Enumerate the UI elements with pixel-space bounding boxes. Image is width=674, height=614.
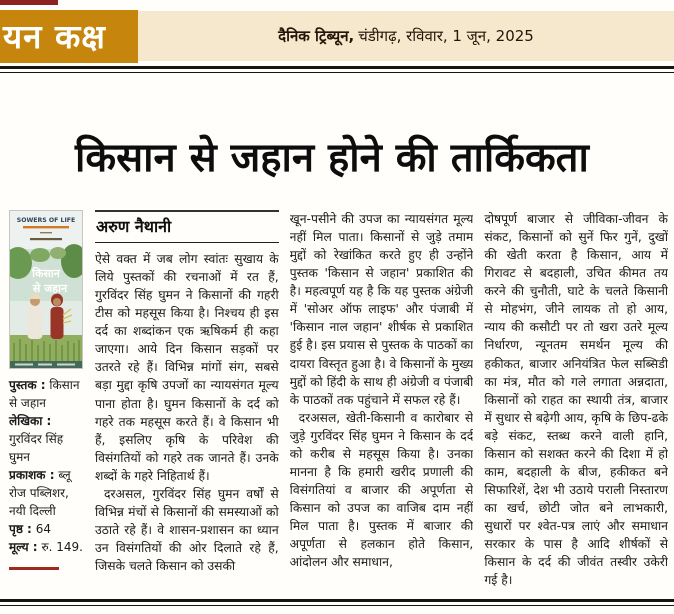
paragraph: दोषपूर्ण बाजार से जीविका-जीवन के संकट, किसानों को सुनें फिर गुनें, दुखों की खेती करता है किसान, आय में गिरावट से बदहाली, उचित कीमत तय करने की चुनौती, घाटे के चलते किसानी से मोहभंग, जीने लायक तो हो आय, न्याय की कसौटी पर तो खरा उतरे मूल्य निर्धारण, न्यूनतम समर्थन मूल्य की हकीकत, बाजार अनियंत्रित फेल सब्सिडी का मंत्र, मौत को गले लगाता अन्नदाता, किसानों को राहत का स्थायी तंत्र, बाजार में सुधार से बढ़ेगी आय, कृषि के छिप-ढके बड़े संकट, स्तब्ध करने वाली हानि, किसान को सशक्त करने की दिशा में हो काम, बदहाली के बीज, हकीकत बने सिफारिशें, देश भी उठाये पराली निस्तारण का खर्च, छोटी जोत बने लाभकारी, सुधारों पर श्वेत-पत्र लाएं और समाधान सरकार के पास है आदि शीर्षकों से किसान के दर्द की जीवंत तस्वीर उकेरी गई है। — [484, 212, 669, 588]
header-divider — [0, 66, 674, 73]
book-detail-publisher: प्रकाशक : ब्लू रोज पब्लिशर, नयी दिल्ली — [9, 468, 71, 518]
book-panel-divider — [9, 567, 59, 570]
article-body — [6, 210, 668, 596]
bottom-border — [0, 599, 674, 606]
section-banner — [0, 10, 138, 63]
author-byline: अरुण नैथानी — [95, 210, 279, 243]
page-header — [0, 10, 674, 63]
edition-info: चंडीगढ़, रविवार, 1 जून, 2025 — [358, 27, 534, 45]
cover-subtitle-line — [23, 226, 69, 228]
cover-english-title: SOWERS OF LIFE — [16, 217, 76, 224]
section-banner-label: यन कक्ष — [3, 17, 106, 56]
book-details-list — [9, 376, 84, 556]
cover-hindi-title-line1: किसान — [32, 267, 60, 280]
cover-author-line — [30, 238, 62, 240]
article-headline: किसान से जहान होने की तार्किकता — [75, 135, 589, 181]
book-detail-pages: पृष्ठ : 64 — [9, 522, 51, 536]
text-column-1 — [95, 210, 279, 596]
book-info-panel — [6, 210, 84, 596]
text-column-3 — [484, 210, 668, 596]
book-cover-image — [9, 210, 83, 369]
top-accent-bar — [0, 0, 58, 5]
paragraph: ऐसे वक्त में जब लोग स्वांतः सुखाय के लिये पुस्तकों की रचनाओं में रत हैं, गुरविंदर सिंह घुमन ने किसानों की गहरी टीस को महसूस किया है। निश्चय ही इस दर्द का शब्दांकन एक ऋषिकर्म ही कहा जाएगा। आये दिन किसान सड़कों पर उतरते रहे हैं। विभिन्न मांगों संग, सबसे बड़ा मुद्दा कृषि उपजों का न्यायसंगत मूल्य पाना होता है। घुमन किसानों के दर्द को गहरे तक महसूस करते हैं। वे किसान भी हैं, इसलिए कृषि के परिवेश की विसंगतियों को गहरे तक जानते हैं। उनके शब्दों के गहरे निहितार्थ हैं। — [95, 252, 279, 483]
book-detail-title: पुस्तक : किसान से जहान — [9, 378, 80, 410]
masthead — [138, 11, 674, 61]
paragraph: दरअसल, गुरविंदर सिंह घुमन वर्षों से विभिन्न मंचों से किसानों की समस्याओं को उठाते रहे हैं। वे शासन-प्रशासन का ध्यान उन विसंगतियों की ओर दिलाते रहे हैं, जिसके चलते किसान को उसकी — [95, 486, 279, 574]
text-column-2 — [290, 210, 474, 596]
cover-hindi-title-line2: से जहान — [32, 282, 68, 295]
paragraph: खून-पसीने की उपज का न्यायसंगत मूल्य नहीं मिल पाता। किसानों से जुड़े तमाम मुद्दों को रेखांकित करते हुए ही उन्होंने पुस्तक 'किसान से जहान' प्रकाशित की है। महत्वपूर्ण यह है कि यह पुस्तक अंग्रेजी में 'सोअर ऑफ लाइफ' और पंजाबी में 'किसान नाल जहान' शीर्षक से प्रकाशित हुई है। इस प्रयास से पुस्तक के पाठकों का दायरा विस्तृत हुआ है। वे किसानों के मुख्य मुद्दों को हिंदी के साथ ही अंग्रेजी व पंजाबी के पाठकों तक पहुंचाने में सफल रहे हैं। — [289, 212, 474, 407]
paragraph: दरअसल, खेती-किसानी व कारोबार से जुड़े गुरविंदर सिंह घुमन ने किसान के दर्द को करीब से महसूस किया है। उनका मानना है कि हमारी खरीद प्रणाली की विसंगतियां व बाजार की अपूर्णता से किसान को उपज का वाजिब दाम नहीं मिल पाता है। पुस्तक में बाजार की अपूर्णता से हलकान होते किसान, आंदोलन और समाधान, — [289, 410, 474, 570]
book-detail-author: लेखिका : गुरविंदर सिंह घुमन — [9, 414, 64, 464]
paper-name: दैनिक ट्रिब्यून, — [278, 27, 355, 45]
book-detail-price: मूल्य : रु. 149. — [9, 540, 83, 554]
